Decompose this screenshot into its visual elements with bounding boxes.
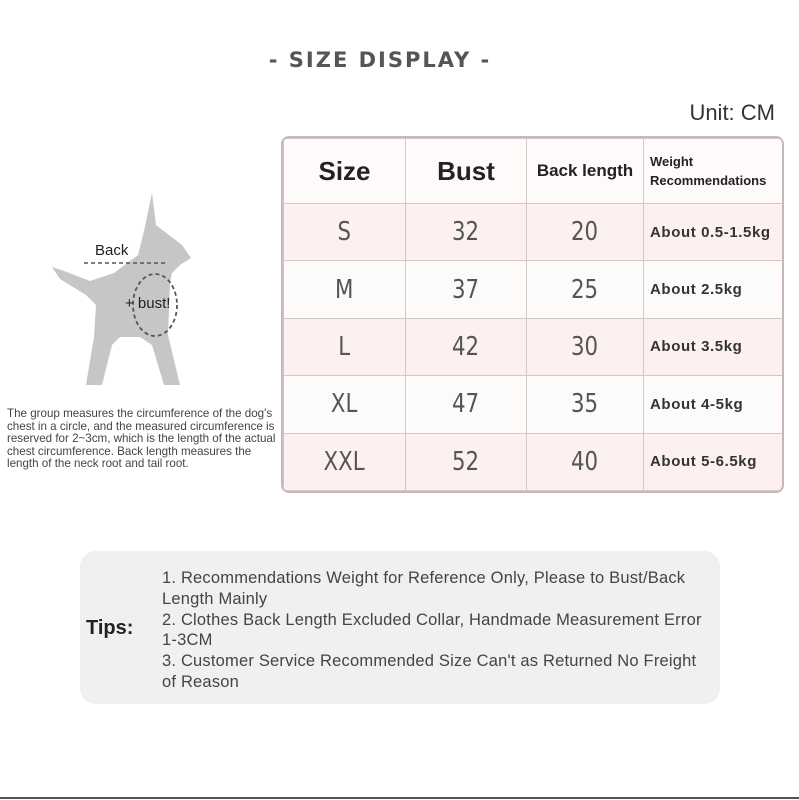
- back-cell: 20: [527, 204, 644, 261]
- bust-cell: 37: [406, 261, 527, 318]
- size-cell: M: [284, 261, 406, 318]
- bust-cell: 42: [406, 318, 527, 375]
- weight-cell: About 2.5kg: [644, 261, 785, 318]
- header-weight-line1: Weight: [650, 154, 694, 169]
- weight-cell: About 0.5-1.5kg: [644, 204, 785, 261]
- unit-label: Unit: CM: [689, 100, 775, 125]
- back-label: Back: [95, 242, 129, 259]
- header-weight-line2: Recommendations: [650, 173, 767, 188]
- weight-cell: About 4-5kg: [644, 376, 785, 433]
- weight-cell: About 5-6.5kg: [644, 433, 785, 490]
- back-cell: 30: [527, 318, 644, 375]
- back-cell: 25: [527, 261, 644, 318]
- table-row: [284, 204, 785, 261]
- tip-item: 3. Customer Service Recommended Size Can't as Returned No Freight of Reason: [162, 652, 697, 691]
- tips-label: Tips:: [86, 617, 134, 639]
- table-row: [284, 433, 785, 490]
- bust-cell: 52: [406, 433, 527, 490]
- size-cell: S: [284, 204, 406, 261]
- bust-cell: 32: [406, 204, 527, 261]
- header-weight: [644, 139, 785, 204]
- tips-box: [80, 551, 720, 704]
- table-header-row: [284, 139, 785, 204]
- header-bust: Bust: [406, 139, 527, 204]
- dog-silhouette-icon: [40, 185, 210, 395]
- header-back-length: Back length: [527, 139, 644, 204]
- bottom-divider: [0, 797, 799, 799]
- page-title: - SIZE DISPLAY -: [268, 48, 492, 72]
- size-cell: L: [284, 318, 406, 375]
- tip-item: 1. Recommendations Weight for Reference Only, Please to Bust/Back Length Mainly: [162, 569, 686, 608]
- table-row: [284, 376, 785, 433]
- measurement-note: The group measures the circumference of the dog's chest in a circle, and the measured circumference is reserved for 2~3cm, which is the length of the actual chest circumference. Back length measures the length of the neck root and tail root.: [7, 407, 276, 471]
- weight-cell: About 3.5kg: [644, 318, 785, 375]
- size-cell: XL: [284, 376, 406, 433]
- table-row: [284, 261, 785, 318]
- size-table: [281, 136, 784, 493]
- bust-cell: 47: [406, 376, 527, 433]
- bust-label: + bust!: [125, 295, 171, 312]
- header-size: Size: [284, 139, 406, 204]
- table-row: [284, 318, 785, 375]
- size-cell: XXL: [284, 433, 406, 490]
- tips-list: [162, 568, 707, 693]
- back-cell: 35: [527, 376, 644, 433]
- back-cell: 40: [527, 433, 644, 490]
- tip-item: 2. Clothes Back Length Excluded Collar, Handmade Measurement Error 1-3CM: [162, 610, 702, 650]
